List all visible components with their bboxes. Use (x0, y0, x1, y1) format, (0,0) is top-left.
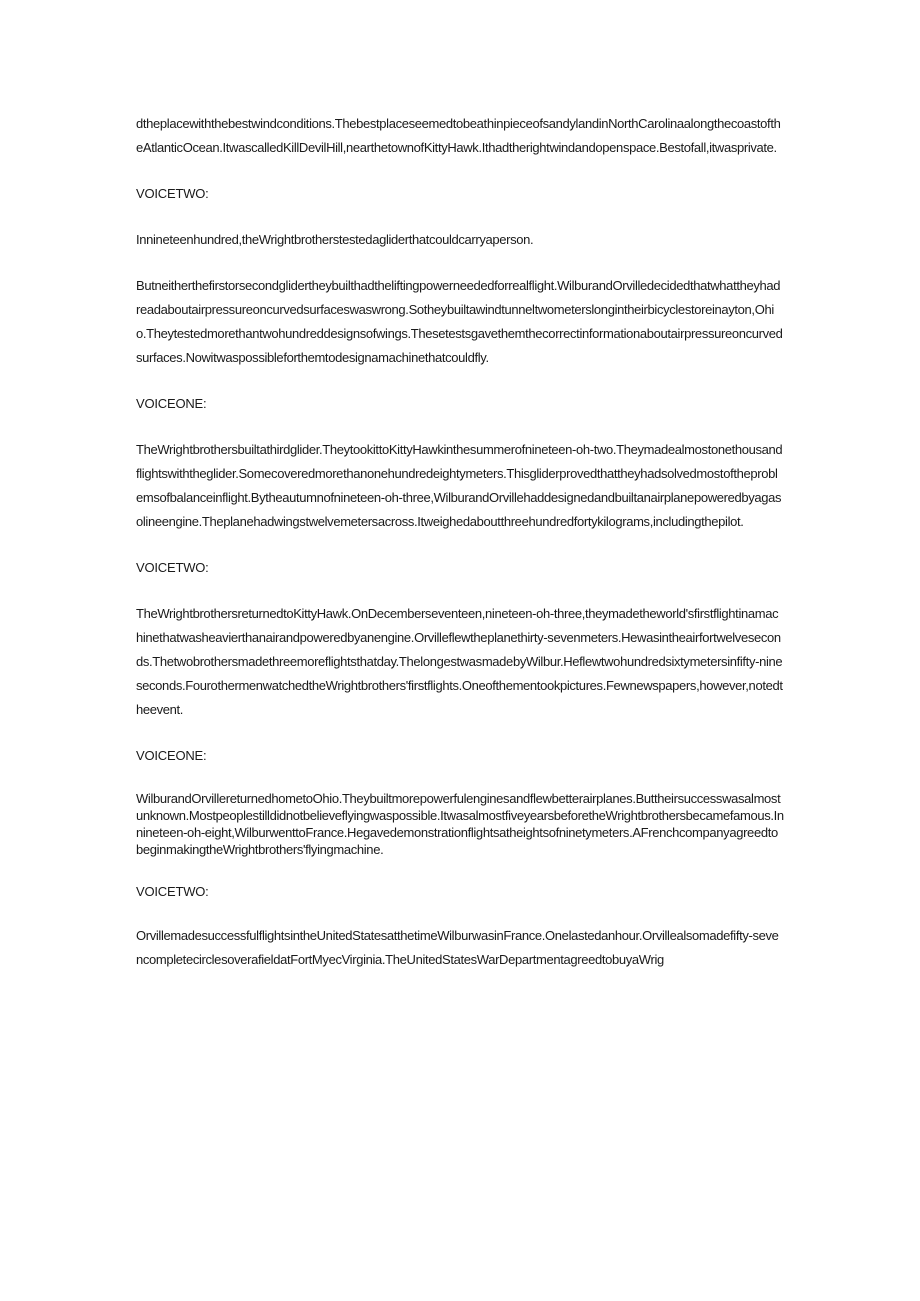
speaker-label-voice-one: VOICEONE: (136, 396, 207, 411)
paragraph-wind-tunnel: Butneitherthefirstorsecondglidertheybuilthadtheliftingpowerneededforrealflight.WilburandOrvilledecidedthatwhattheyhadreadaboutairpressureoncurvedsurfaceswaswrong.Sotheybuiltawindtunneltwometerslongintheirbicyclestoreinayton,Ohio.Theytestedmorethantwohundreddesignsofwings.Thesetestsgavethemthecorrectinformationaboutairpressureoncurvedsurfaces.Nowitwaspossibleforthemtodesignamachinethatcouldfly. (136, 278, 783, 365)
speaker-label-voice-one: VOICEONE: (136, 748, 207, 763)
paragraph-first-flight: TheWrightbrothersreturnedtoKittyHawk.OnDecemberseventeen,nineteen-oh-three,theymadetheworld'sfirstflightinamachinethatwasheavierthanairandpoweredbyanengine.Orvilleflewtheplanethirty-sevenmeters.Hewasintheairfortwelveseconds.Thetwobrothersmadethreemoreflightsthatday.ThelongestwasmadebyWilbur.Heflewtwohundredsixtymetersinfifty-nineseconds.FourothermenwatchedtheWrightbrothers'firstflights.Oneofthementookpictures.Fewnewspapers,however,notedtheevent. (136, 606, 783, 717)
speaker-label-voice-two: VOICETWO: (136, 186, 209, 201)
speaker-label-voice-two: VOICETWO: (136, 884, 209, 899)
paragraph-orville-flights: OrvillemadesuccessfulflightsintheUnitedStatesatthetimeWilburwasinFrance.Onelastedanhour.Orvillealsomadefifty-sevencompletecirclesoverafieldatFortMyecVirginia.TheUnitedStatesWarDepartmentagreedtobuyaWrig (136, 928, 779, 967)
paragraph-glider-1900: Innineteenhundred,theWrightbrotherstestedagliderthatcouldcarryaperson. (136, 232, 534, 247)
speaker-label-voice-two: VOICETWO: (136, 560, 209, 575)
paragraph-kill-devil-hill: dtheplacewiththebestwindconditions.ThebestplaceseemedtobeathinpieceofsandylandinNorthCarolinaalongthecoastoftheAtlanticOcean.ItwascalledKillDevilHill,nearthetownofKittyHawk.Ithadtherightwindandopenspace.Bestofall,itwasprivate. (136, 116, 781, 155)
document-body (136, 112, 784, 972)
paragraph-return-to-ohio: WilburandOrvillereturnedhometoOhio.Theybuiltmorepowerfulenginesandflewbetterairplanes.Buttheirsuccesswasalmostunknown.Mostpeoplestilldidnotbelieveflyingwaspossible.ItwasalmostfiveyearsbeforetheWrightbrothersbecamefamous.Innineteen-oh-eight,WilburwenttoFrance.Hegavedemonstrationflightsatheightsofninetymeters.AFrenchcompanyagreedtobeginmakingtheWrightbrothers'flyingmachine. (136, 791, 784, 857)
paragraph-third-glider: TheWrightbrothersbuiltathirdglider.TheytookittoKittyHawkinthesummerofnineteen-oh-two.Theymadealmostonethousandflightswiththeglider.Somecoveredmorethanonehundredeightymeters.Thisgliderprovedthattheyhadsolvedmostoftheproblemsofbalanceinflight.Bytheautumnofnineteen-oh-three,WilburandOrvillehaddesignedandbuiltanairplanepoweredbyagasolineengine.Theplanehadwingstwelvemetersacross.Itweighedaboutthreehundredfortykilograms,includingthepilot. (136, 442, 783, 529)
